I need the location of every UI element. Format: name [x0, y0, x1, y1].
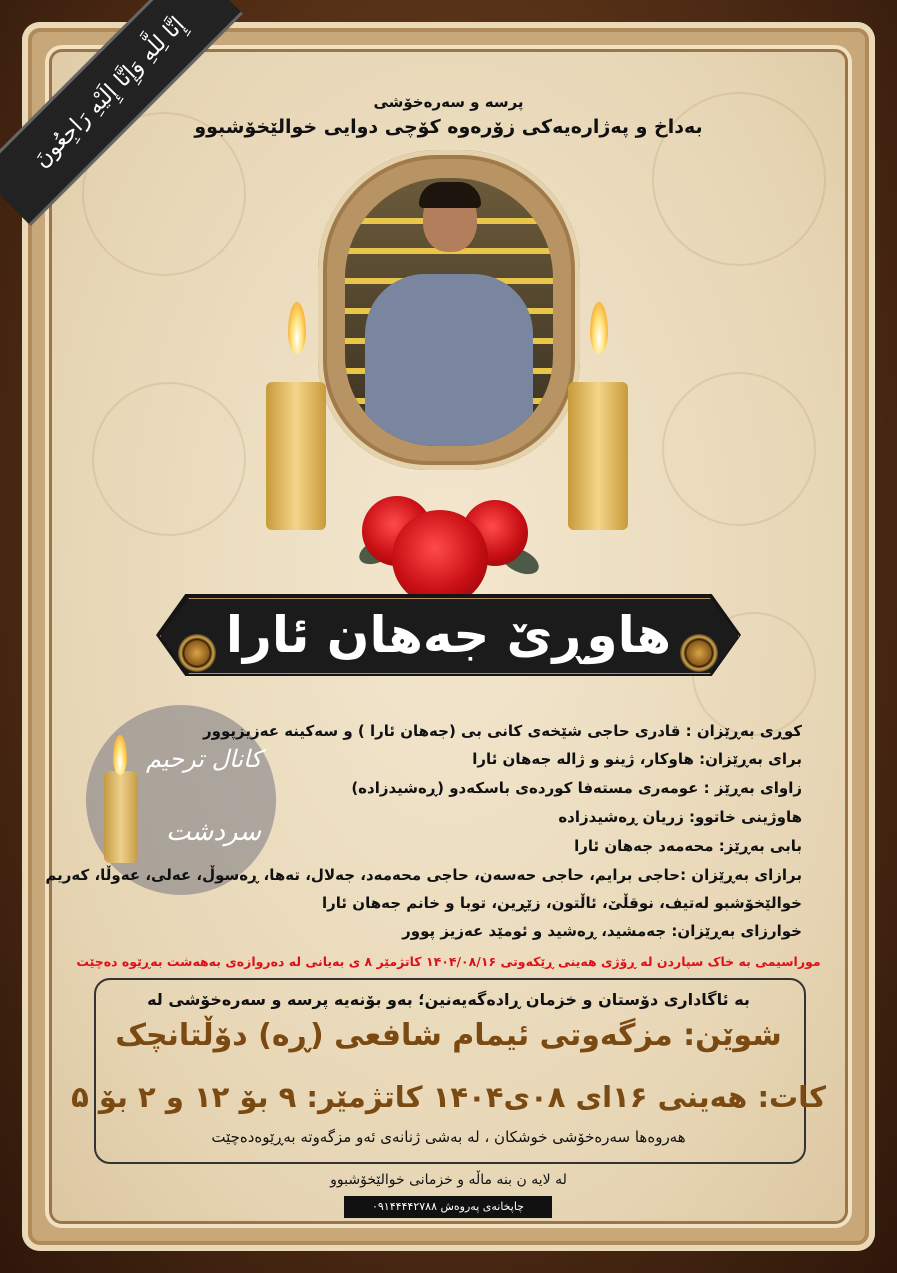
rose-icon	[392, 510, 488, 606]
header-subtitle: بەداخ و پەژارەیەکی زۆرەوە کۆچی دوایی خوالێخۆشبوو	[194, 116, 703, 138]
header-title: پرسە و سەرەخۆشی	[373, 93, 524, 111]
family-line: خوالێخۆشبو لەتیف، نوقڵێ، ئاڵتون، زێڕین، توبا و خانم جەهان ئارا	[322, 894, 802, 912]
deceased-name: هاوڕێ جەهان ئارا	[225, 606, 672, 664]
watermark-line1: کانال ترحیم	[146, 745, 262, 773]
women-note: هەروەها سەرەخۆشی خوشکان ، لە بەشی ژنانەی ئەو مزگەوتە بەڕێوەدەچێت	[211, 1128, 686, 1146]
family-line: کوڕی بەڕێزان : قادری حاجی شێخەی کانی بی (جەهان ئارا ) و سەکینە عەزیزپوور	[203, 722, 802, 740]
ceremony-place: شوێن: مزگەوتی ئیمام شافعی (ڕە) دۆڵتانچک	[115, 1018, 782, 1053]
candle-right	[568, 382, 628, 530]
family-line: برازای بەڕێزان :حاجی برایم، حاجی حەسەن، حاجی محەمەد، جەلال، تەها، ڕەسوڵ، عەلی، عەوڵا، کەریم	[45, 866, 802, 884]
family-line: خوارزای بەڕێزان: جەمشید، ڕەشید و ئومێد عەزیز پوور	[402, 922, 802, 940]
family-line: زاوای بەڕێز : عومەری مستەفا کوردەی باسکەدو (ڕەشیدزادە)	[351, 779, 802, 797]
family-line: بابی بەڕێز: محەمەد جەهان ئارا	[574, 837, 802, 855]
family-line: هاوژینی خاتوو: زریان ڕەشیدزادە	[558, 808, 802, 826]
quran-verse-ribbon: إِنَّا لِلَّهِ وَإِنَّا إِلَيْهِ رَاجِعُونَ	[0, 0, 243, 226]
ceremony-time: کات: هەینی ۱۶ای ۰۸ی۱۴۰۴ کاتژمێر: ۹ بۆ ۱۲ و ۲ بۆ ۵	[71, 1080, 826, 1114]
ceremony-intro: بە ئاگاداری دۆستان و خزمان ڕادەگەیەنین؛ بەو بۆنەیە پرسە و سەرەخۆشی لە	[147, 990, 750, 1009]
deceased-photo	[345, 178, 553, 446]
candle-left	[266, 382, 326, 530]
family-line: برای بەڕێزان: هاوکار، ژینو و ژالە جەهان ئارا	[472, 750, 802, 768]
watermark-line2: سردشت	[166, 817, 262, 847]
printer-credit: چاپخانەی پەروەش ۰۹۱۴۴۴۴۲۷۸۸	[344, 1196, 552, 1218]
burial-note: موراسیمی بە خاک سپاردن لە ڕۆژی هەینی ڕێکەوتی ۱۴۰۴/۰۸/۱۶ کاتژمێر ۸ ی بەیانی لە دەروازەی بەهەشت بەڕێوە دەچێت	[76, 954, 821, 969]
from-family: لە لایە ن بنە ماڵە و خزمانی خوالێخۆشبوو	[330, 1172, 567, 1188]
